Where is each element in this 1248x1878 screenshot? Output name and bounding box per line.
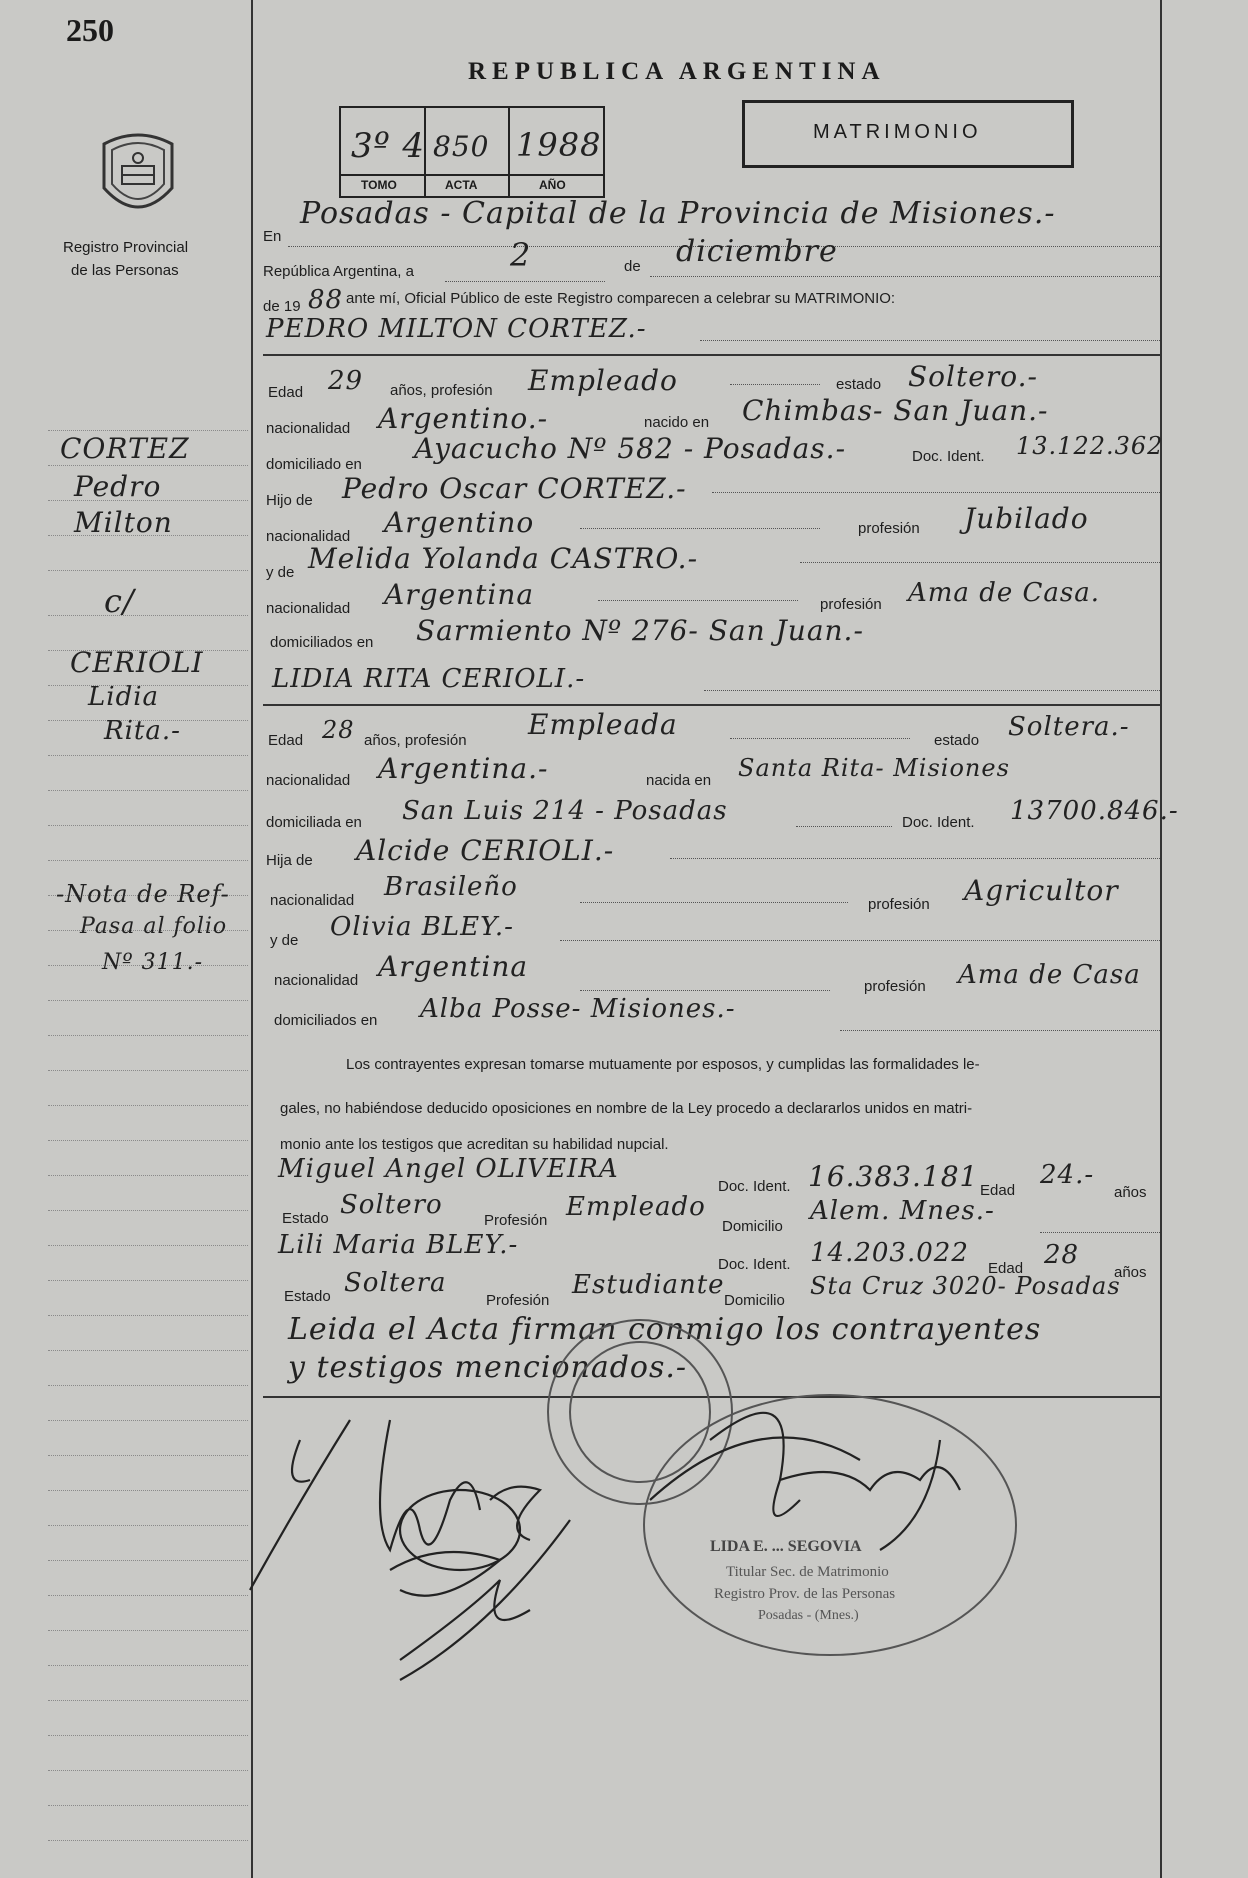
witness2-prof: Estudiante — [572, 1270, 725, 1300]
bride-mother-prof-label: profesión — [864, 978, 926, 995]
groom-mother-nac: Argentina — [384, 578, 535, 611]
bride-estado-label: estado — [934, 732, 980, 749]
groom-domicilio-label: domiciliado en — [266, 456, 362, 473]
groom-estado: Soltero.- — [908, 360, 1038, 393]
groom-father-nac: Argentino — [384, 506, 535, 539]
witness2-estado: Soltera — [344, 1268, 447, 1298]
stamp-line2: Titular Sec. de Matrimonio — [726, 1564, 889, 1580]
groom-mother-nac-label: nacionalidad — [266, 600, 351, 617]
stamp-line4: Posadas - (Mnes.) — [758, 1608, 859, 1623]
groom-edad: 29 — [328, 366, 364, 396]
emblem-icon — [96, 126, 180, 226]
bride-mother-prof: Ama de Casa — [958, 960, 1141, 990]
groom-father-nac-label: nacionalidad — [266, 528, 351, 545]
bride-full-name: LIDIA RITA CERIOLI.- — [272, 664, 586, 694]
witness1-doc-label: Doc. Ident. — [718, 1178, 791, 1195]
groom-doc: 13.122.362 — [1016, 432, 1164, 460]
bride-nacida: Santa Rita- Misiones — [738, 754, 1010, 782]
bride-father-nac: Brasileño — [384, 872, 518, 902]
groom-domicilio: Ayacucho Nº 582 - Posadas.- — [414, 432, 847, 465]
record-number-box — [339, 106, 605, 198]
bride-nacionalidad-label: nacionalidad — [266, 772, 351, 789]
bride-father-nac-label: nacionalidad — [270, 892, 355, 909]
witness1-dom-label: Domicilio — [722, 1218, 783, 1235]
witness2-anos-label: años — [1114, 1264, 1147, 1281]
witness2-dom-label: Domicilio — [724, 1292, 785, 1309]
witness2-edad: 28 — [1044, 1240, 1080, 1270]
groom-father-label: Hijo de — [266, 492, 313, 509]
groom-nacionalidad: Argentino.- — [378, 402, 549, 435]
bride-father: Alcide CERIOLI.- — [356, 834, 615, 867]
document-type-label: MATRIMONIO — [813, 121, 982, 143]
groom-nacido-label: nacido en — [644, 414, 710, 431]
margin-groom-surname: CORTEZ — [60, 432, 190, 465]
margin-groom-name2: Milton — [74, 506, 173, 539]
declaration-line2: gales, no habiéndose deducido oposiciones en nombre de la Ley procedo a declararlos unidos en matri- — [280, 1100, 973, 1117]
en-label: En — [263, 228, 282, 245]
right-frame-line — [1160, 0, 1162, 1878]
year-prefix: de 19 — [263, 298, 301, 315]
groom-mother-prof-label: profesión — [820, 596, 882, 613]
bride-edad-label: Edad — [268, 732, 304, 749]
witness2-name: Lili Maria BLEY.- — [278, 1230, 519, 1260]
stamp-line1: LIDA E. ... SEGOVIA — [710, 1538, 862, 1555]
groom-nacionalidad-label: nacionalidad — [266, 420, 351, 437]
bride-mother-nac-label: nacionalidad — [274, 972, 359, 989]
witness1-prof-label: Profesión — [484, 1212, 548, 1229]
groom-father-prof: Jubilado — [964, 502, 1089, 535]
republica-label: República Argentina, a — [263, 263, 414, 280]
declaration-line3: monio ante los testigos que acreditan su habilidad nupcial. — [280, 1136, 669, 1153]
margin-ref-note2: Pasa al folio — [80, 914, 228, 939]
day-value: 2 — [510, 236, 532, 274]
bride-parents-dom-label: domiciliados en — [274, 1012, 378, 1029]
groom-nacido: Chimbas- San Juan.- — [742, 394, 1049, 427]
witness1-estado: Soltero — [340, 1190, 443, 1220]
place-value: Posadas - Capital de la Provincia de Misiones.- — [300, 196, 1056, 231]
groom-mother: Melida Yolanda CASTRO.- — [308, 542, 699, 575]
witness2-doc: 14.203.022 — [810, 1238, 969, 1268]
groom-father-prof-label: profesión — [858, 520, 920, 537]
de-label: de — [624, 258, 641, 275]
document-header-title: REPUBLICA ARGENTINA — [468, 58, 886, 85]
ano-label: AÑO — [539, 178, 566, 192]
bride-profesion-label: años, profesión — [364, 732, 467, 749]
provincial-emblem — [96, 126, 180, 226]
bride-doc-label: Doc. Ident. — [902, 814, 975, 831]
groom-profesion: Empleado — [528, 364, 678, 397]
signatures — [240, 1380, 1000, 1700]
witness1-doc: 16.383.181 — [808, 1160, 979, 1193]
closing-line2: y testigos mencionados.- — [288, 1350, 688, 1385]
witness2-dom: Sta Cruz 3020- Posadas — [810, 1272, 1121, 1300]
acta-value: 850 — [433, 130, 490, 163]
tomo-value: 3º 4 — [351, 126, 426, 166]
witness2-edad-label: Edad — [988, 1260, 1024, 1277]
bride-father-label: Hija de — [266, 852, 313, 869]
signatures-icon — [240, 1380, 1000, 1700]
witness1-anos-label: años — [1114, 1184, 1147, 1201]
witness1-estado-label: Estado — [282, 1210, 329, 1227]
stamp-line3: Registro Prov. de las Personas — [714, 1586, 896, 1602]
bride-mother: Olivia BLEY.- — [330, 912, 514, 942]
witness1-dom: Alem. Mnes.- — [810, 1196, 995, 1226]
bride-domicilio-label: domiciliada en — [266, 814, 362, 831]
groom-father: Pedro Oscar CORTEZ.- — [342, 472, 687, 505]
margin-groom-name1: Pedro — [74, 470, 162, 503]
bride-domicilio: San Luis 214 - Posadas — [402, 796, 728, 826]
bride-doc: 13700.846.- — [1010, 796, 1179, 826]
bride-edad: 28 — [322, 716, 355, 744]
bride-estado: Soltera.- — [1008, 712, 1130, 742]
margin-conjunction: c/ — [104, 582, 135, 620]
bride-mother-nac: Argentina — [378, 950, 529, 983]
acta-label: ACTA — [445, 178, 478, 192]
bride-nacida-label: nacida en — [646, 772, 712, 789]
margin-ref-note1: -Nota de Ref- — [56, 880, 230, 908]
witness2-prof-label: Profesión — [486, 1292, 550, 1309]
bride-mother-label: y de — [270, 932, 299, 949]
witness1-edad-label: Edad — [980, 1182, 1016, 1199]
bride-nacionalidad: Argentina.- — [378, 752, 549, 785]
witness2-estado-label: Estado — [284, 1288, 331, 1305]
bride-father-prof: Agricultor — [964, 874, 1119, 907]
bride-profesion: Empleada — [528, 708, 678, 741]
groom-profesion-label: años, profesión — [390, 382, 493, 399]
registry-name-line2: de las Personas — [71, 262, 179, 279]
groom-mother-prof: Ama de Casa. — [908, 578, 1100, 608]
margin-bride-surname: CERIOLI — [70, 646, 204, 679]
groom-doc-label: Doc. Ident. — [912, 448, 985, 465]
page-number: 250 — [66, 12, 114, 48]
bride-father-prof-label: profesión — [868, 896, 930, 913]
declaration-line1: Los contrayentes expresan tomarse mutuamente por esposos, y cumplidas las formalidades le- — [346, 1056, 980, 1073]
groom-edad-label: Edad — [268, 384, 304, 401]
groom-full-name: PEDRO MILTON CORTEZ.- — [266, 314, 647, 344]
groom-estado-label: estado — [836, 376, 882, 393]
witness1-name: Miguel Angel OLIVEIRA — [278, 1154, 619, 1184]
margin-bride-name2: Rita.- — [104, 716, 181, 746]
witness1-prof: Empleado — [566, 1192, 706, 1222]
month-value: diciembre — [676, 234, 838, 269]
margin-bride-name1: Lidia — [88, 682, 160, 712]
year-suffix: 88 — [308, 285, 344, 315]
groom-parents-dom-label: domiciliados en — [270, 634, 374, 651]
document-type-box — [742, 100, 1074, 168]
margin-ref-note3: Nº 311.- — [102, 950, 204, 975]
closing-line1: Leida el Acta firman conmigo los contrayentes — [288, 1312, 1042, 1347]
registry-name-line1: Registro Provincial — [63, 239, 189, 256]
groom-parents-dom: Sarmiento Nº 276- San Juan.- — [416, 614, 864, 647]
witness1-edad: 24.- — [1040, 1160, 1095, 1190]
groom-mother-label: y de — [266, 564, 295, 581]
bride-parents-dom: Alba Posse- Misiones.- — [420, 994, 736, 1024]
ano-value: 1988 — [516, 126, 602, 164]
tomo-label: TOMO — [361, 178, 397, 192]
intro-text: ante mí, Oficial Público de este Registro comparecen a celebrar su MATRIMONIO: — [346, 290, 896, 307]
witness2-doc-label: Doc. Ident. — [718, 1256, 791, 1273]
